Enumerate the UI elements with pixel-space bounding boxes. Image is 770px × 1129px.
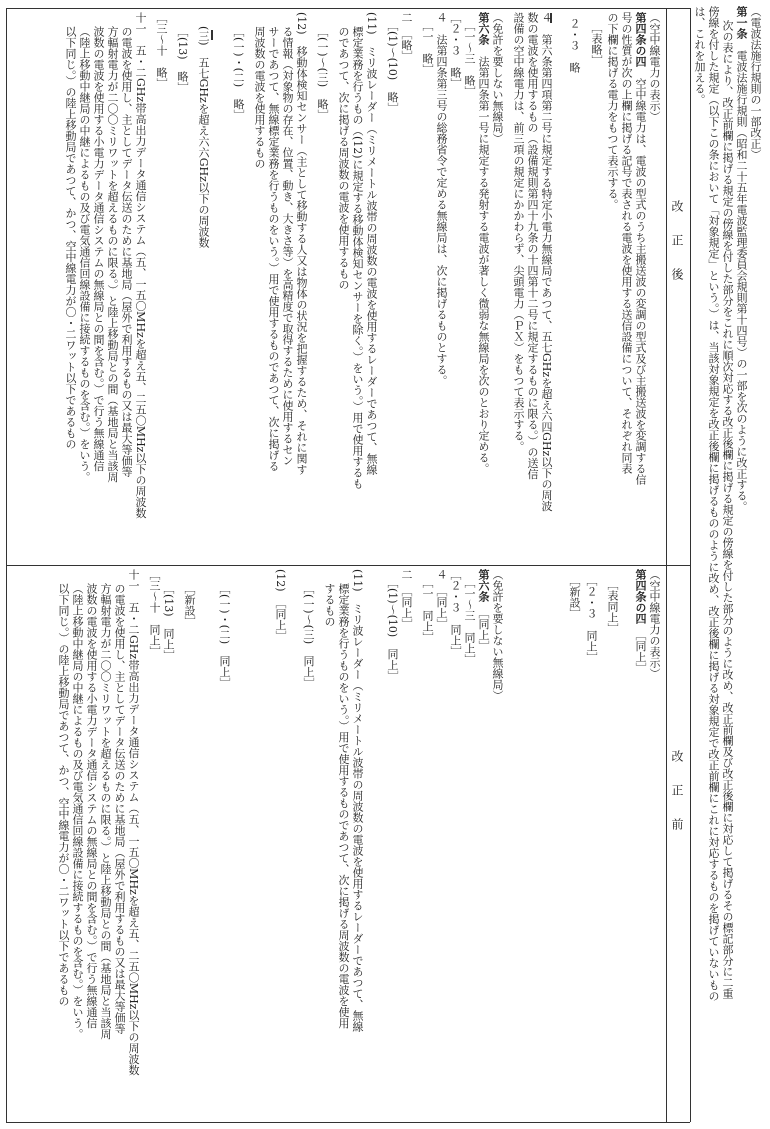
intro-line-2: 次の表により、改正前欄に掲げる規定の傍線を付した部分をこれに順次対応する改正後欄に掲げる規定の傍線を付した部分のように改め、改正前欄及び改正後欄に対応して掲げるその標記部分に二重: [721, 20, 734, 999]
before-col-9: ［２・３ 同上］: [449, 569, 462, 657]
table-header-divider: [666, 8, 667, 1122]
before-col-19: ［(一)・(二) 同上］: [218, 583, 231, 689]
before-col-20: ［新設］: [183, 583, 196, 627]
before-col-16: するもの: [323, 583, 336, 627]
after-col-33: 波数の電波を使用する小電力データ通信システムの無線局との間を含む。）で行う無線通信: [92, 26, 105, 472]
header-before: 改正前: [670, 750, 684, 852]
after-col-8: 数の電波を使用するもの（設備規則第四十九条の十四第十二号に規定するものに限る。）の送信: [526, 12, 539, 480]
before-col-24: の電波を使用し、主としてデータ伝送のために基地局（屋外で利用するもの又は最大等価等: [113, 583, 126, 1034]
after-col-6: ２・３ 略: [568, 18, 581, 73]
after-col-2: 第四条の四 空中線電力は、電波の型式のうち主搬送波の変調の型式及び主搬送波を変調する信: [634, 12, 647, 485]
after-col-19: 標定業務を行うもの（(12)に規定する移動体検知センサーを除く。）をいう。）用で使用するも: [351, 26, 364, 489]
before-col-3: ［表同上］: [606, 579, 619, 634]
table-mid-border: [6, 565, 690, 566]
before-col-1: （空中線電力の表示）: [648, 569, 661, 679]
after-col-12: ［一～三 略］: [463, 20, 476, 97]
before-col-14: (11) ミリ波レーダー（ミリメートル波帯の周波数の電波を使用するレーダーであつて、無線: [351, 569, 364, 1032]
before-col-27: （陸上移動中継局の中継によるもの及び電気通信回線設備に接続するものを含む。）をいう。: [71, 583, 84, 1040]
after-col-22: (12) 移動体検知センサー（主として移動する人又は物体の状況を把握するため、それに関す: [295, 12, 308, 475]
after-col-35: 以下同じ。）の陸上移動局であつて、かつ、空中線電力が〇・二ワット以下であるもの: [64, 26, 77, 450]
after-col-3: 号の性質が次の上欄に掲げる記号で表される電波を使用する送信設備について、それぞれ同表: [620, 12, 633, 474]
before-col-25: 方輻射電力が二〇〇ミリワットを超えるものに限る。）と陸上移動局との間（基地局と当該周: [99, 583, 112, 1040]
table-bottom-border: [6, 1122, 690, 1123]
before-col-18: (12) ［同上］: [274, 569, 287, 642]
before-col-4: ［２・３ 同上］: [585, 575, 598, 663]
after-col-27: (三) 五七GHzを超え六六GHz以下の周波数: [197, 26, 210, 248]
after-col-14: ４ 法第四条第三号の総務省令で定める無線局は、次に掲げるものとする。: [435, 12, 448, 386]
after-article-6: 第六条: [477, 12, 490, 45]
before-col-15: 標定業務を行うものをいう。）用で使用するものであつて、次に掲げる周波数の電波を使用: [337, 583, 350, 1029]
before-col-11: ［一 同上］: [421, 577, 434, 643]
after-col-5: ［表略］: [590, 22, 603, 66]
before-col-28: 以下同じ。）の陸上移動局であつて、かつ、空中線電力が〇・二ワット以下であるもの: [57, 583, 70, 1007]
after-col-9: 設備の空中線電力は、前三項の規定にかかわらず、尖頭電力（ＰＸ）をもつて表示する。: [512, 12, 525, 452]
intro-text-1: 電波法施行規則（昭和二十五年電波監理委員会規則第十四号）の一部を次のように改正する。: [735, 50, 748, 512]
intro-article-label: 第一条: [735, 6, 748, 39]
after-col-32: 方輻射電力が二〇〇ミリワットを超えるものに限る。）と陸上移動局との間（基地局と当該周: [106, 26, 119, 483]
before-col-7: 第六条 ［同上］: [477, 569, 490, 652]
after-col-13: ［２・３ 略］: [449, 12, 462, 89]
after-col-10: （免許を要しない無線局）: [491, 12, 504, 144]
intro-line-4: は、これを加える。: [693, 6, 706, 105]
after-col-17: ［(1)～(10) 略］: [386, 20, 399, 114]
table-left-border: [6, 8, 7, 1122]
before-col-2: 第四条の四 ［同上］: [634, 569, 647, 674]
after-col-4: の下欄に掲げる電力をもつて表示する。: [606, 12, 619, 210]
before-col-22: ［三～十 同上］: [148, 569, 161, 657]
table-right-border: [690, 8, 691, 1122]
before-article-6: 第六条: [477, 569, 490, 602]
after-col-11: 第六条 法第四条第一号に規定する発射する電波が著しく微弱な無線局を次のとおり定める。: [477, 12, 490, 474]
after-double-line-mark-2: [211, 30, 213, 40]
before-col-21: ［(13) 同上］: [162, 583, 175, 661]
before-col-23: 十一 五・二GHz帯高出力データ通信システム（五、一五〇MHzを超え五、二五〇MHz以下の周波数: [127, 569, 140, 1076]
after-col-18: (11) ミリ波レーダー（ミリメートル波帯の周波数の電波を使用するレーダーであつて、無線: [365, 12, 378, 475]
after-col-34: （陸上移動中継局の中継によるもの及び電気通信回線設備に接続するものを含む。）をいう。: [78, 26, 91, 483]
after-col-23: る情報（対象物の存在、位置、動き、大きさ等）を高精度で取得するために使用するセン: [281, 26, 294, 466]
intro-title: （電波法施行規則の一部改正）: [749, 6, 762, 160]
after-col-15: ［一 略］: [421, 20, 434, 75]
after-col-26: ［(一)・(二) 略］: [232, 26, 245, 121]
before-article-4-4: 第四条の四: [634, 569, 647, 624]
intro-line-3: 傍線を付した規定（以下この条において「対象規定」という。）は、当該対象規定を改正後欄に掲げるもののように改め、改正後欄に掲げる対象規定で改正前欄にこれに対応するものを掲げていないもの: [707, 6, 720, 1002]
after-col-28: ［(13) 略］: [176, 26, 189, 93]
before-col-26: 波数の電波を使用する小電力データ通信システムの無線局との間を含む。）で行う無線通信: [85, 583, 98, 1029]
before-col-6: （免許を要しない無線局）: [491, 569, 504, 701]
before-col-12: 二 ［同上］: [400, 569, 413, 630]
after-col-1: （空中線電力の表示）: [648, 12, 661, 122]
before-col-13: ［(1)～(10) 同上］: [386, 577, 399, 682]
after-col-29: ［三～十 略］: [155, 12, 168, 89]
before-col-17: ［(一)～(三) 同上］: [302, 583, 315, 689]
after-col-24: サーであつて、無線標定業務を行うものをいう。）用で使用するものであつて、次に掲げる: [267, 26, 280, 472]
after-col-16: 二 ［略］: [400, 12, 413, 62]
intro-line-1: [735, 6, 748, 1116]
header-after: 改正後: [670, 200, 684, 302]
after-article-4-4: 第四条の四: [634, 12, 647, 67]
after-col-20: のであつて、次に掲げる周波数の電波を使用するもの: [337, 26, 350, 290]
after-col-21: ［(一)～(三) 略］: [316, 26, 329, 121]
before-col-8: ［一～三 同上］: [463, 577, 476, 665]
before-col-5: ［新設］: [568, 575, 581, 619]
after-col-7: ４ 第六条第四項第二号に規定する特定小電力無線局であつて、五七GHzを超え六四GHz以下の周波: [540, 12, 553, 512]
after-col-31: の電波を使用し、主としてデータ伝送のために基地局（屋外で利用するもの又は最大等価等: [120, 26, 133, 477]
after-col-30: 十一 五・二GHz帯高出力データ通信システム（五、一五〇MHzを超え五、二五〇MHz以下の周波数: [134, 12, 147, 519]
after-col-25: 周波数の電波を使用するもの: [253, 26, 266, 169]
table-top-border: [6, 8, 690, 9]
before-col-10: ４ ［同上］: [435, 569, 448, 630]
